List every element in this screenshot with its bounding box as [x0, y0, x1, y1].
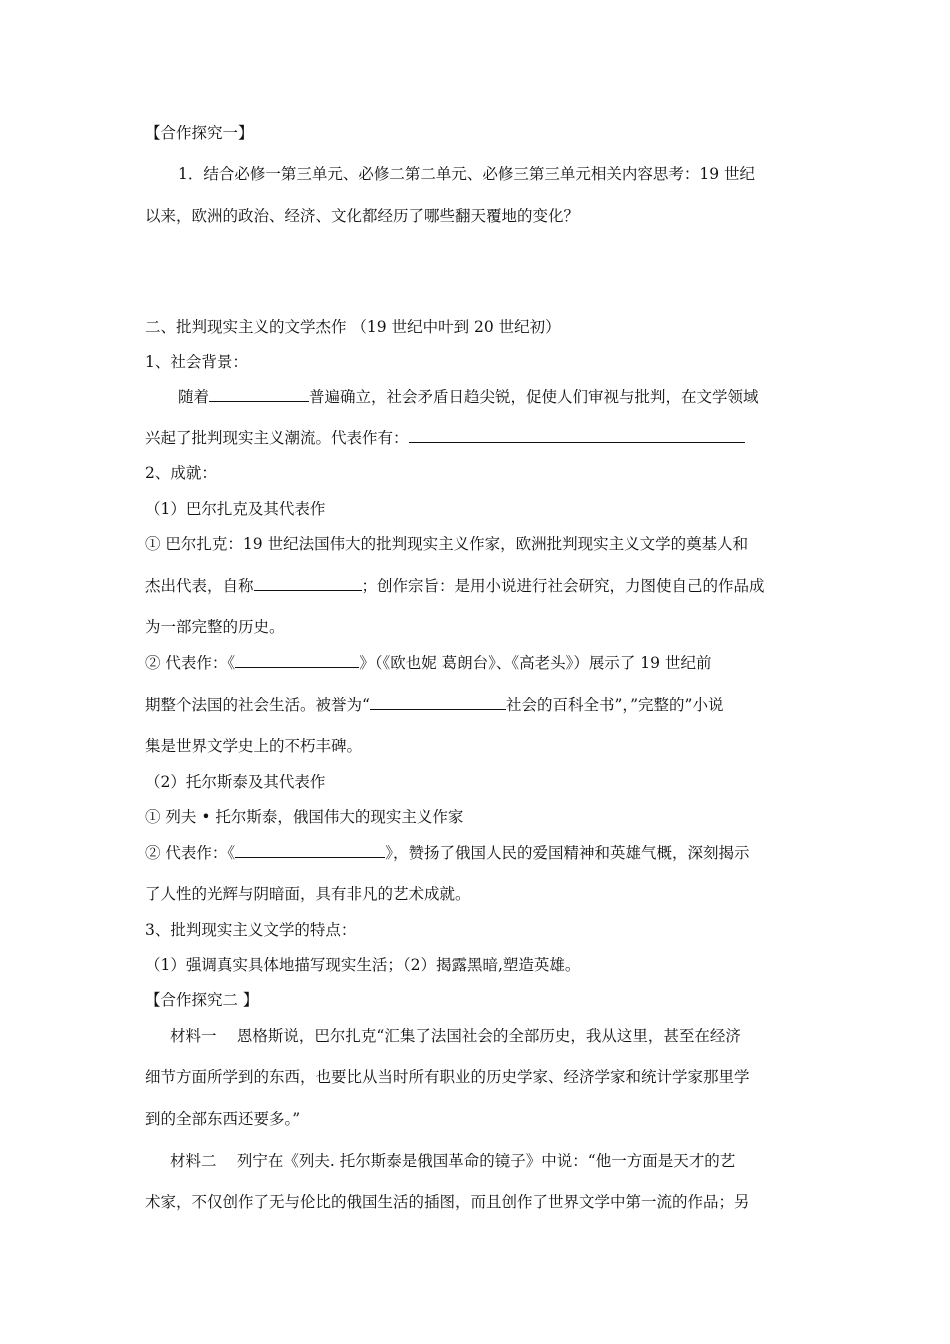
material-2-line-2: 术家，不仅创作了无与伦比的俄国生活的插图，而且创作了世界文学中第一流的作品；另: [145, 1193, 750, 1211]
heading-coop-1: 【合作探究一】: [145, 124, 254, 142]
tolstoy-line-1: ① 列夫 • 托尔斯泰，俄国伟大的现实主义作家: [145, 808, 464, 826]
tolstoy-line-2: [145, 842, 749, 864]
text: 》，赞扬了俄国人民的爱国精神和英雄气概，深刻揭示: [385, 844, 750, 862]
background-line-1: [178, 386, 759, 408]
fill-blank[interactable]: [235, 653, 359, 668]
question-1-line-2: 以来，欧洲的政治、经济、文化都经历了哪些翻天覆地的变化？: [145, 207, 580, 225]
fill-blank[interactable]: [409, 428, 745, 443]
text: 兴起了批判现实主义潮流。代表作有：: [145, 429, 409, 447]
text: 期整个法国的社会生活。被誉为“: [145, 696, 370, 714]
subsection-2-title: 2、成就：: [145, 464, 217, 482]
text: ；创作宗旨：是用小说进行社会研究，力图使自己的作品成: [361, 577, 765, 595]
text: 杰出代表，自称: [145, 577, 254, 595]
fill-blank[interactable]: [209, 387, 309, 402]
text: 普遍确立，社会矛盾日趋尖锐，促使人们审视与批判，在文学领域: [309, 388, 759, 406]
subsection-3-title: 3、批判现实主义文学的特点：: [145, 921, 357, 939]
part-2-title: （2）托尔斯泰及其代表作: [145, 773, 326, 791]
section-2-title: 二、批判现实主义的文学杰作 （19 世纪中叶到 20 世纪初）: [145, 318, 561, 336]
fill-blank[interactable]: [254, 576, 362, 591]
heading-coop-2: 【合作探究二 】: [145, 991, 259, 1009]
balzac-line-3: 为一部完整的历史。: [145, 618, 285, 636]
material-1-line-3: 到的全部东西还要多。”: [145, 1110, 301, 1128]
material-1-line-2: 细节方面所学到的东西，也要比从当时所有职业的历史学家、经济学家和统计学家那里学: [145, 1068, 750, 1086]
text: 》（《欧也妮 葛朗台》、《高老头》）展示了 19 世纪前: [359, 654, 712, 672]
text: ② 代表作：《: [145, 844, 236, 862]
fill-blank[interactable]: [370, 695, 506, 710]
balzac-line-5: [145, 694, 723, 716]
background-line-2: [145, 427, 745, 449]
balzac-line-6: 集是世界文学史上的不朽丰碑。: [145, 737, 363, 755]
balzac-line-1: ① 巴尔扎克：19 世纪法国伟大的批判现实主义作家，欧洲批判现实主义文学的奠基人和: [145, 535, 749, 553]
subsection-1-title: 1、社会背景：: [145, 353, 248, 371]
text: 随着: [178, 388, 210, 406]
material-2-line-1: 材料二 列宁在《列夫. 托尔斯泰是俄国革命的镜子》中说：“他一方面是天才的艺: [170, 1152, 736, 1170]
tolstoy-line-3: 了人性的光辉与阴暗面，具有非凡的艺术成就。: [145, 885, 471, 903]
part-1-title: （1）巴尔扎克及其代表作: [145, 500, 326, 518]
balzac-line-4: [145, 652, 711, 674]
subsection-3-body: （1）强调真实具体地描写现实生活；（2）揭露黑暗,塑造英雄。: [145, 956, 581, 974]
material-1-line-1: 材料一 恩格斯说，巴尔扎克“汇集了法国社会的全部历史，我从这里，甚至在经济: [170, 1027, 741, 1045]
balzac-line-2: [145, 575, 765, 597]
question-1-line-1: 1．结合必修一第三单元、必修二第二单元、必修三第三单元相关内容思考：19 世纪: [178, 165, 756, 183]
text: 社会的百科全书”，”完整的”小说: [505, 696, 724, 714]
fill-blank[interactable]: [235, 843, 385, 858]
text: ② 代表作：《: [145, 654, 236, 672]
